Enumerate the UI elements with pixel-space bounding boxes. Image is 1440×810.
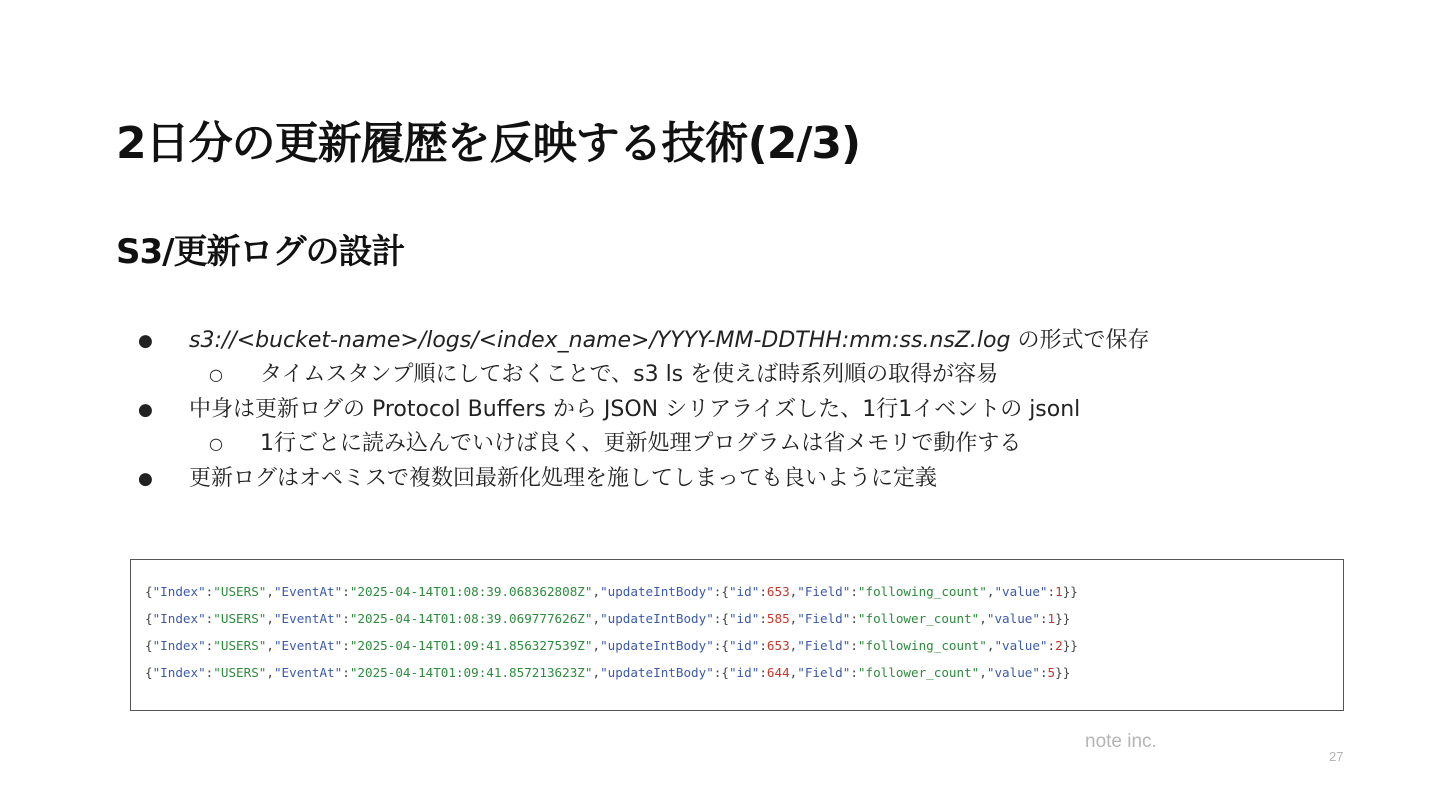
footer-brand: note inc. (1085, 731, 1157, 752)
bullet-text: 中身は更新ログの Protocol Buffers から JSON シリアライズした、1行1イベントの jsonl (189, 396, 1081, 422)
code-id-value: 653 (766, 638, 790, 653)
code-field-value: follower_count (865, 611, 972, 626)
code-value-value: 5 (1047, 665, 1056, 680)
page-number: 27 (1329, 749, 1344, 764)
bullet-item (0, 324, 1440, 358)
code-event-at-value: 2025-04-14T01:09:41.857213623Z (357, 665, 585, 680)
code-index-value: USERS (220, 638, 259, 653)
jsonl-code-block (130, 559, 1344, 711)
code-value-value: 2 (1055, 638, 1063, 653)
sub-bullet-item (0, 358, 1440, 392)
bullet-dot-icon: ● (138, 468, 153, 489)
code-event-at-value: 2025-04-14T01:08:39.068362808Z (357, 584, 585, 599)
code-event-at-value: 2025-04-14T01:08:39.069777626Z (357, 611, 585, 626)
code-value-value: 1 (1047, 611, 1056, 626)
bullet-dot-icon: ● (138, 399, 153, 420)
bullet-item (0, 393, 1440, 427)
code-line: {"Index":"USERS","EventAt":"2025-04-14T01:09:41.857213623Z","updateIntBody":{"id":644,"Field":"follower_count","value":5}} (145, 665, 1071, 680)
code-line: {"Index":"USERS","EventAt":"2025-04-14T01:08:39.068362808Z","updateIntBody":{"id":653,"Field":"following_count","value":1}} (145, 584, 1078, 599)
bullet-text: タイムスタンプ順にしておくことで、s3 ls を使えば時系列順の取得が容易 (260, 362, 999, 388)
s3-path-format: s3://<bucket-name>/logs/<index_name>/YYYY-MM-DDTHH:mm:ss.nsZ.log (189, 328, 1011, 353)
bullet-suffix: の形式で保存 (1010, 328, 1150, 353)
code-event-at-value: 2025-04-14T01:09:41.856327539Z (357, 638, 585, 653)
code-field-value: following_count (865, 584, 980, 599)
bullet-text: 1行ごとに読み込んでいけば良く、更新処理プログラムは省メモリで動作する (260, 431, 1022, 457)
slide-title: 2日分の更新履歴を反映する技術(2/3) (116, 118, 861, 169)
code-index-value: USERS (220, 584, 259, 599)
bullet-dot-icon: ● (138, 331, 153, 351)
bullet-text (189, 324, 1149, 358)
code-field-value: following_count (865, 638, 980, 653)
bullet-circle-icon: ○ (209, 365, 223, 385)
bullet-list (0, 324, 1440, 496)
code-id-value: 585 (766, 611, 790, 626)
bullet-circle-icon: ○ (209, 434, 223, 454)
code-id-value: 644 (766, 665, 790, 680)
code-line: {"Index":"USERS","EventAt":"2025-04-14T01:08:39.069777626Z","updateIntBody":{"id":585,"Field":"follower_count","value":1}} (145, 611, 1071, 626)
section-heading: S3/更新ログの設計 (116, 232, 405, 272)
sub-bullet-item (0, 427, 1440, 461)
code-value-value: 1 (1055, 584, 1063, 599)
code-line: {"Index":"USERS","EventAt":"2025-04-14T01:09:41.856327539Z","updateIntBody":{"id":653,"Field":"following_count","value":2}} (145, 638, 1078, 653)
code-index-value: USERS (220, 611, 259, 626)
bullet-item (0, 462, 1440, 496)
code-index-value: USERS (220, 665, 259, 680)
bullet-text: 更新ログはオペミスで複数回最新化処理を施してしまっても良いように定義 (189, 465, 938, 491)
code-id-value: 653 (766, 584, 790, 599)
code-field-value: follower_count (865, 665, 972, 680)
